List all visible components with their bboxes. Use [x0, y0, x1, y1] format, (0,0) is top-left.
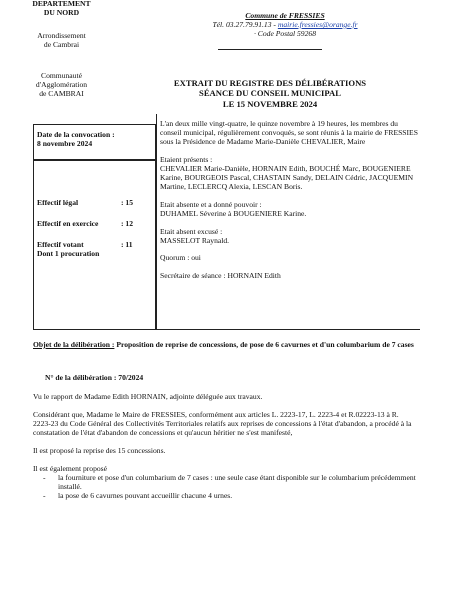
effectif-votant-value: : 11	[121, 239, 133, 249]
deliberation-body	[33, 393, 418, 501]
effectif-legal-label: Effectif légal	[37, 198, 79, 207]
communaute-heading	[14, 72, 109, 99]
arrondissement-heading	[14, 32, 109, 50]
object-text: Proposition de reprise de concessions, de pose de 6 cavurnes et d'un columbarium de 7 cases	[114, 340, 414, 349]
document-title	[150, 78, 390, 109]
commune-header	[180, 12, 390, 39]
egalement-paragraph: Il est également proposé	[33, 463, 108, 473]
absente-label: Etait absente et a donné pouvoir :	[160, 199, 262, 209]
communaute-line1: Communauté	[41, 71, 82, 80]
secretaire-seance: Secrétaire de séance : HORNAIN Edith	[160, 271, 281, 281]
convocation-label: Date de la convocation :	[37, 130, 115, 139]
title-line1: EXTRAIT DU REGISTRE DES DÉLIBÉRATIONS	[173, 78, 367, 88]
deliberation-number: N° de la délibération : 70/2024	[45, 373, 144, 382]
considerant-paragraph: Considérant que, Madame le Maire de FRESSIES, conformément aux articles L. 2223-17, L. 2223-4 et R.02223-13 à R. 2223-23 du Code Général des Collectivités Territoriales relatifs aux reprises de concessions à l'état d'abandon, a procédé à la constatation de l'état d'abandon de concessions et qu'aucun héritier ne s'est manifesté,	[33, 409, 412, 437]
title-line3: LE 15 NOVEMBRE 2024	[222, 98, 318, 109]
commune-name: Commune de FRESSIES	[245, 11, 325, 20]
department-line1: DEPARTEMENT	[32, 0, 91, 8]
presents-label: Etaient présents :	[160, 154, 213, 164]
contact-separator: -	[271, 19, 278, 29]
deliberation-object	[33, 341, 418, 350]
effectif-exercice-row	[37, 220, 152, 229]
department-line2: DU NORD	[43, 7, 80, 17]
effectifs-box	[33, 160, 156, 330]
presents-list: CHEVALIER Marie-Danièle, HORNAIN Edith, BOUCHÉ Marc, BOUGENIERE Karine, BOURGEOIS Pascal, CHASTAIN Sandy, DELAIN Cédric, JACQUEMIN Martine, LECLERCQ Alexia, LESCAN Boris.	[160, 163, 414, 191]
postal-code: · Code Postal 59268	[253, 28, 316, 38]
arrondissement-line1: Arrondissement	[37, 31, 86, 40]
bullet-dash-1: -	[43, 472, 46, 482]
phone-number: Tél. 03.27.79.91.13	[212, 19, 272, 29]
communaute-line2: d'Agglomération	[35, 79, 88, 89]
absente-detail: DUHAMEL Séverine à BOUGENIERE Karine.	[160, 208, 307, 218]
bullet-dash-2: -	[43, 490, 46, 500]
effectif-exercice-value: : 12	[121, 218, 134, 228]
proposal-item-2	[33, 492, 418, 501]
email-link[interactable]: mairie.fressies@orange.fr	[277, 19, 358, 29]
procuration-count: Dont 1 procuration	[37, 248, 100, 258]
session-intro: L'an deux mille vingt-quatre, le quinze novembre à 19 heures, les membres du conseil municipal, régulièrement convoqués, se sont réunis à la mairie de FRESSIES sous la Présidence de Madame Marie-Danièle CHEVALIER, Maire	[160, 119, 418, 146]
effectif-legal-value: : 15	[121, 198, 134, 207]
department-heading	[14, 0, 109, 18]
absent-excuse-label: Etait absent excusé :	[160, 226, 223, 236]
title-line2: SÉANCE DU CONSEIL MUNICIPAL	[199, 88, 341, 99]
header-divider	[218, 49, 322, 50]
object-label: Objet de la délibération :	[33, 340, 115, 349]
quorum-status: Quorum : oui	[160, 253, 201, 263]
convocation-box	[33, 124, 156, 160]
reprise-paragraph: Il est proposé la reprise des 15 concessions.	[33, 445, 166, 455]
arrondissement-line2: de Cambrai	[43, 39, 80, 49]
convocation-date: 8 novembre 2024	[37, 138, 93, 148]
communaute-line3: de CAMBRAI	[39, 88, 84, 98]
effectif-exercice-label: Effectif en exercice	[37, 218, 99, 228]
proposal-item-1-text: la fourniture et pose d'un columbarium de 7 cases : une seule case étant disponible sur le columbarium précédemment installé.	[58, 472, 416, 491]
rapport-paragraph: Vu le rapport de Madame Edith HORNAIN, adjointe déléguée aux travaux.	[33, 392, 263, 401]
absent-excuse-name: MASSELOT Raynald.	[160, 235, 230, 245]
effectif-votant-label: Effectif votant	[37, 239, 84, 249]
proposal-item-2-text: la pose de 6 cavurnes pouvant accueillir chacune 4 urnes.	[58, 490, 233, 500]
session-box	[156, 114, 420, 330]
effectif-legal-row	[37, 199, 152, 208]
proposal-item-1	[33, 474, 418, 492]
